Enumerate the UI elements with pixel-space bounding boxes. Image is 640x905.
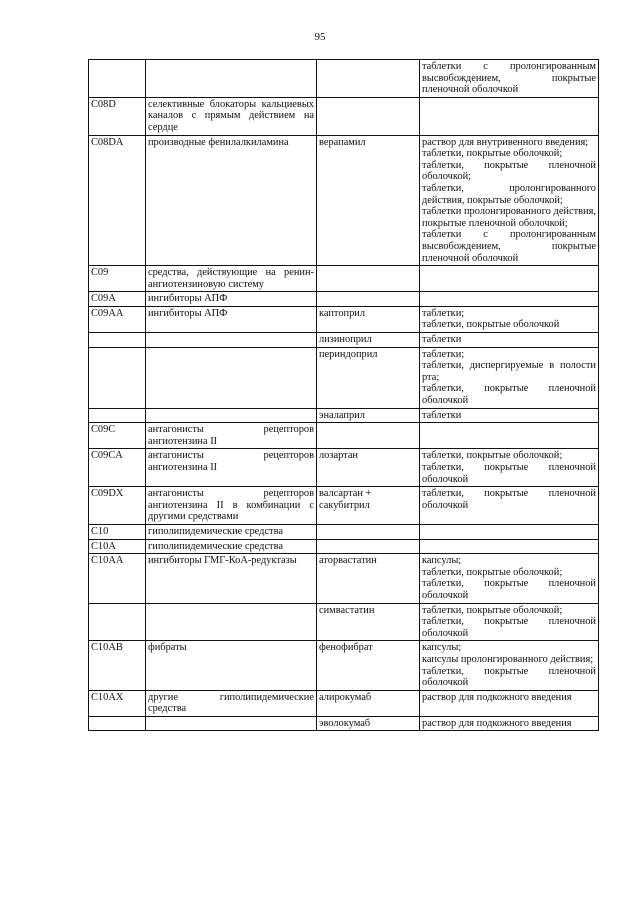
- drug-name-cell: [317, 524, 420, 539]
- dosage-form-line: таблетки с пролонгированным высвобождением, покрытые пленочной оболочкой: [422, 61, 596, 96]
- atc-code-cell: [89, 347, 146, 408]
- atc-code-cell: [89, 60, 146, 98]
- table-row: [89, 487, 599, 525]
- anatomical-group-cell: [146, 603, 317, 641]
- dosage-form-cell: [420, 690, 599, 716]
- dosage-form-cell: [420, 641, 599, 690]
- dosage-form-line: капсулы пролонгированного действия;: [422, 653, 594, 665]
- drug-name-cell: [317, 292, 420, 307]
- drug-name-cell: [317, 539, 420, 554]
- dosage-form-line: таблетки, покрытые пленочной оболочкой: [422, 665, 596, 689]
- anatomical-group-cell: ингибиторы АПФ: [146, 306, 317, 332]
- drug-table: [88, 59, 599, 731]
- anatomical-group-cell: средства, действующие на ренин-ангиотензиновую систему: [146, 266, 317, 292]
- drug-name-cell: аторвастатин: [317, 554, 420, 603]
- dosage-form-line: таблетки, покрытые пленочной оболочкой: [422, 488, 596, 511]
- anatomical-group-cell: производные фенилалкиламина: [146, 135, 317, 266]
- drug-name-cell: лозартан: [317, 449, 420, 487]
- dosage-form-line: капсулы;: [422, 555, 462, 567]
- anatomical-group-cell: другие гиполипидемические средства: [146, 690, 317, 716]
- anatomical-group-cell: [146, 716, 317, 731]
- dosage-form-cell: [420, 716, 599, 731]
- drug-name-cell: симвастатин: [317, 603, 420, 641]
- dosage-form-cell: [420, 97, 599, 135]
- drug-name-cell: фенофибрат: [317, 641, 420, 690]
- table-row: [89, 603, 599, 641]
- atc-code-cell: [89, 603, 146, 641]
- table-row: [89, 408, 599, 423]
- dosage-form-line: таблетки, покрытые оболочкой;: [422, 450, 563, 462]
- drug-name-cell: периндоприл: [317, 347, 420, 408]
- table-row: [89, 292, 599, 307]
- drug-name-cell: [317, 97, 420, 135]
- anatomical-group-cell: гиполипидемические средства: [146, 539, 317, 554]
- page-number: 95: [314, 31, 326, 43]
- table-row: [89, 266, 599, 292]
- table-row: [89, 135, 599, 266]
- anatomical-group-cell: ингибиторы АПФ: [146, 292, 317, 307]
- anatomical-group-cell: [146, 60, 317, 98]
- dosage-form-cell: [420, 135, 599, 266]
- dosage-form-line: таблетки, покрытые пленочной оболочкой: [422, 578, 596, 601]
- atc-code-cell: [89, 333, 146, 348]
- dosage-form-line: таблетки;: [422, 348, 465, 360]
- dosage-form-line: таблетки, покрытые оболочкой;: [422, 148, 563, 160]
- dosage-form-cell: [420, 539, 599, 554]
- atc-code-cell: C09C: [89, 423, 146, 449]
- atc-code-cell: C10AA: [89, 554, 146, 603]
- dosage-form-line: раствор для подкожного введения: [422, 691, 572, 703]
- dosage-form-cell: [420, 603, 599, 641]
- atc-code-cell: C10AX: [89, 690, 146, 716]
- dosage-form-line: таблетки, покрытые оболочкой: [422, 319, 560, 331]
- dosage-form-line: раствор для подкожного введения: [422, 717, 572, 729]
- anatomical-group-cell: селективные блокаторы кальциевых каналов с прямым действием на сердце: [146, 97, 317, 135]
- dosage-form-cell: [420, 524, 599, 539]
- atc-code-cell: C09A: [89, 292, 146, 307]
- drug-name-cell: эволокумаб: [317, 716, 420, 731]
- table-row: [89, 333, 599, 348]
- drug-name-cell: валсартан + сакубитрил: [317, 487, 420, 525]
- dosage-form-cell: [420, 347, 599, 408]
- anatomical-group-cell: [146, 347, 317, 408]
- table-body: [89, 60, 599, 731]
- dosage-form-cell: [420, 554, 599, 603]
- dosage-form-line: таблетки, покрытые оболочкой;: [422, 604, 563, 616]
- table-row: [89, 539, 599, 554]
- atc-code-cell: C08DA: [89, 135, 146, 266]
- atc-code-cell: C09: [89, 266, 146, 292]
- dosage-form-cell: [420, 449, 599, 487]
- anatomical-group-cell: фибраты: [146, 641, 317, 690]
- dosage-form-line: таблетки;: [422, 307, 465, 319]
- table-row: [89, 524, 599, 539]
- table-row: [89, 554, 599, 603]
- dosage-form-line: таблетки пролонгированного действия, покрытые пленочной оболочкой;: [422, 206, 596, 229]
- dosage-form-line: таблетки, покрытые пленочной оболочкой: [422, 383, 596, 407]
- anatomical-group-cell: гиполипидемические средства: [146, 524, 317, 539]
- dosage-form-line: капсулы;: [422, 642, 462, 654]
- anatomical-group-cell: ингибиторы ГМГ-КоА-редуктазы: [146, 554, 317, 603]
- dosage-form-line: таблетки, диспергируемые в полости рта;: [422, 360, 596, 383]
- table-row: [89, 423, 599, 449]
- atc-code-cell: [89, 408, 146, 423]
- drug-name-cell: [317, 60, 420, 98]
- atc-code-cell: C09DX: [89, 487, 146, 525]
- table-row: [89, 449, 599, 487]
- anatomical-group-cell: антагонисты рецепторов ангиотензина II: [146, 449, 317, 487]
- dosage-form-line: таблетки, покрытые оболочкой;: [422, 566, 563, 578]
- dosage-form-cell: [420, 333, 599, 348]
- table-row: [89, 60, 599, 98]
- dosage-form-line: таблетки, покрытые пленочной оболочкой: [422, 616, 596, 639]
- anatomical-group-cell: [146, 333, 317, 348]
- table-row: [89, 641, 599, 690]
- atc-code-cell: C08D: [89, 97, 146, 135]
- dosage-form-cell: [420, 408, 599, 423]
- drug-name-cell: верапамил: [317, 135, 420, 266]
- dosage-form-cell: [420, 423, 599, 449]
- dosage-form-line: таблетки, покрытые пленочной оболочкой: [422, 462, 596, 485]
- dosage-form-cell: [420, 292, 599, 307]
- anatomical-group-cell: [146, 408, 317, 423]
- table-row: [89, 97, 599, 135]
- dosage-form-cell: [420, 306, 599, 332]
- atc-code-cell: C10: [89, 524, 146, 539]
- table-row: [89, 347, 599, 408]
- atc-code-cell: C10A: [89, 539, 146, 554]
- atc-code-cell: [89, 716, 146, 731]
- dosage-form-cell: [420, 60, 599, 98]
- dosage-form-line: таблетки: [422, 409, 462, 421]
- dosage-form-cell: [420, 487, 599, 525]
- dosage-form-line: таблетки, покрытые пленочной оболочкой;: [422, 159, 596, 183]
- table-row: [89, 690, 599, 716]
- drug-name-cell: эналаприл: [317, 408, 420, 423]
- drug-name-cell: лизиноприл: [317, 333, 420, 348]
- dosage-form-line: таблетки, пролонгированного действия, покрытые оболочкой;: [422, 182, 596, 206]
- table-row: [89, 716, 599, 731]
- dosage-form-line: таблетки с пролонгированным высвобождением, покрытые пленочной оболочкой: [422, 229, 596, 264]
- anatomical-group-cell: антагонисты рецепторов ангиотензина II: [146, 423, 317, 449]
- dosage-form-line: таблетки: [422, 334, 462, 346]
- atc-code-cell: C09CA: [89, 449, 146, 487]
- drug-name-cell: каптоприл: [317, 306, 420, 332]
- anatomical-group-cell: антагонисты рецепторов ангиотензина II в комбинации с другими средствами: [146, 487, 317, 525]
- atc-code-cell: C09AA: [89, 306, 146, 332]
- drug-name-cell: алирокумаб: [317, 690, 420, 716]
- dosage-form-line: раствор для внутривенного введения;: [422, 136, 589, 148]
- dosage-form-cell: [420, 266, 599, 292]
- drug-name-cell: [317, 423, 420, 449]
- table-row: [89, 306, 599, 332]
- drug-name-cell: [317, 266, 420, 292]
- atc-code-cell: C10AB: [89, 641, 146, 690]
